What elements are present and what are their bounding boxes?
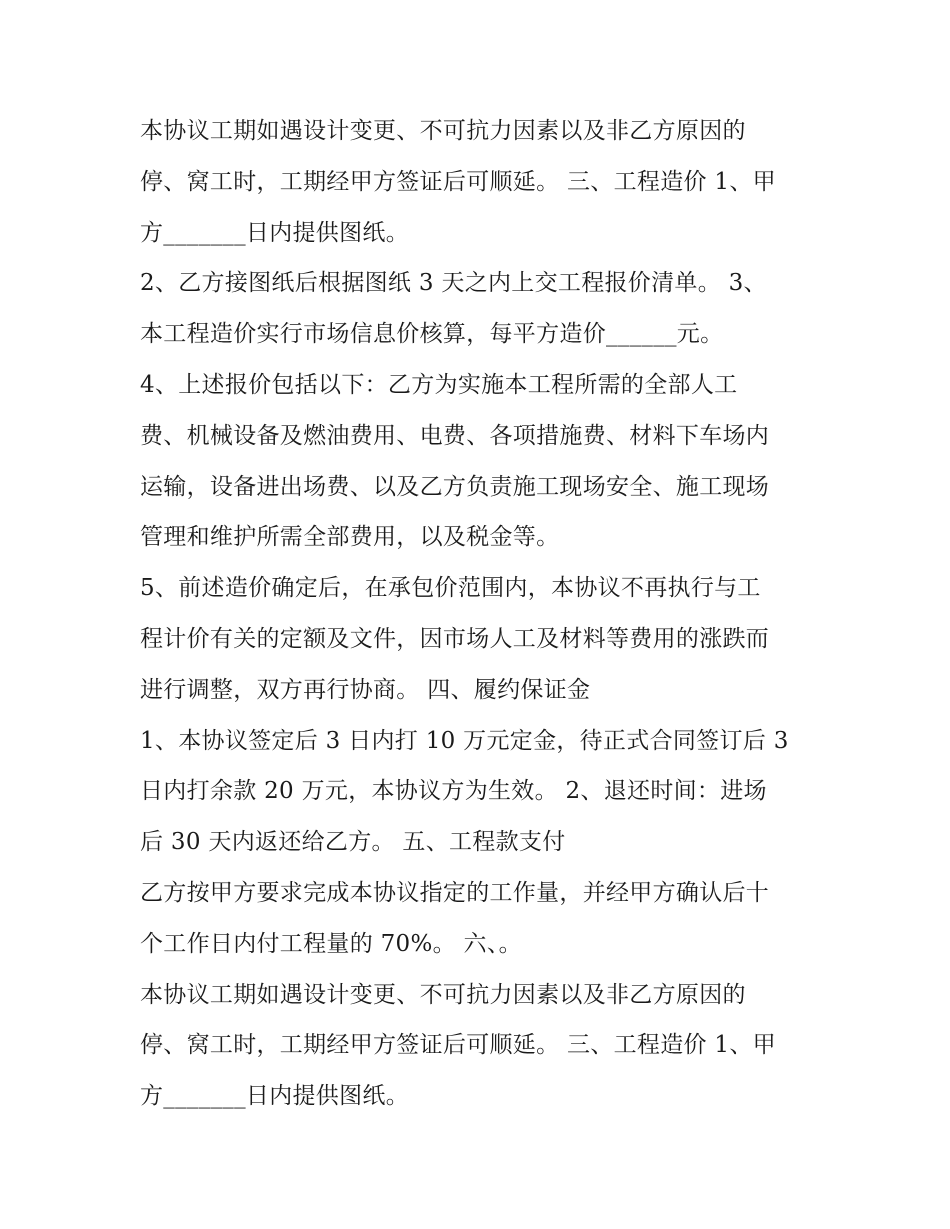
text-line-16: 乙方按甲方要求完成本协议指定的工作量，并经甲方确认后十 (140, 879, 770, 906)
text-line-1: 本协议工期如遇设计变更、不可抗力因素以及非乙方原因的 (140, 118, 746, 144)
document-body (140, 106, 820, 1122)
text-line-7: 费、机械设备及燃油费用、电费、各项措施费、材料下车场内 (140, 422, 770, 449)
text-line-18: 本协议工期如遇设计变更、不可抗力因素以及非乙方原因的 (140, 981, 746, 1008)
text-line-14: 日内打余款 20 万元，本协议方为生效。 2、退还时间：进场 (140, 778, 767, 805)
text-line-5: 本工程造价实行市场信息价核算，每平方造价______元。 (140, 321, 724, 348)
text-line-2: 停、窝工时，工期经甲方签证后可顺延。 三、工程造价 1、甲 (140, 168, 776, 195)
text-line-13: 1、本协议签定后 3 日内打 10 万元定金，待正式合同签订后 3 (140, 727, 789, 754)
text-line-15: 后 30 天内返还给乙方。 五、工程款支付 (140, 829, 566, 856)
text-line-4: 2、乙方接图纸后根据图纸 3 天之内上交工程报价清单。 3、 (140, 270, 767, 297)
text-line-8: 运输，设备进出场费、以及乙方负责施工现场安全、施工现场 (140, 473, 770, 500)
text-line-19: 停、窝工时，工期经甲方签证后可顺延。 三、工程造价 1、甲 (140, 1032, 776, 1059)
text-line-17: 个工作日内付工程量的 70%。 六、。 (140, 930, 522, 957)
text-line-12: 进行调整，双方再行协商。 四、履约保证金 (140, 676, 591, 703)
text-line-6: 4、上述报价包括以下：乙方为实施本工程所需的全部人工 (140, 371, 738, 398)
text-line-9: 管理和维护所需全部费用，以及税金等。 (140, 524, 560, 551)
text-line-10: 5、前述造价确定后，在承包价范围内，本协议不再执行与工 (140, 575, 761, 602)
text-line-11: 程计价有关的定额及文件，因市场人工及材料等费用的涨跌而 (140, 625, 770, 652)
text-line-20: 方_______日内提供图纸。 (140, 1083, 409, 1110)
text-line-3: 方_______日内提供图纸。 (140, 219, 409, 246)
